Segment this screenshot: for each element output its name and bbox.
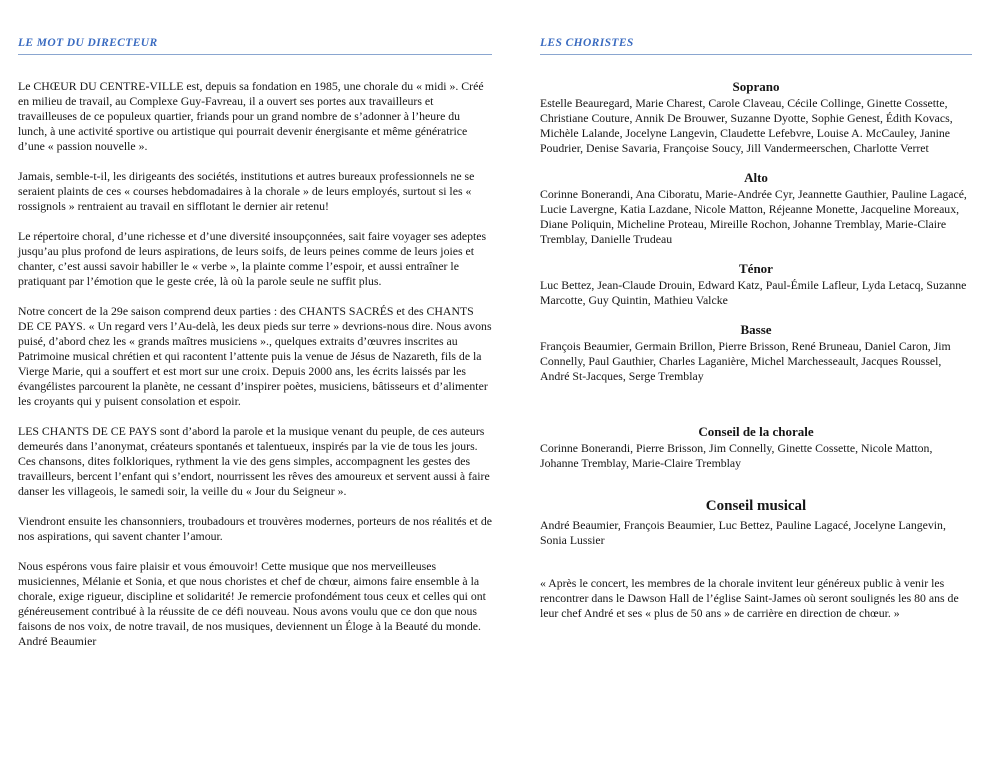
section-names: Luc Bettez, Jean-Claude Drouin, Edward Katz, Paul-Émile Lafleur, Lyda Letacq, Suzanne Marcotte, Guy Quintin, Mathieu Valcke	[540, 278, 967, 307]
section-heading: Ténor	[739, 261, 773, 276]
voice-section-tenor	[540, 261, 972, 308]
section-conseil-chorale	[540, 424, 972, 471]
voice-section-soprano	[540, 79, 972, 156]
section-heading: Basse	[740, 322, 772, 337]
section-heading: Alto	[744, 170, 768, 185]
director-column	[18, 36, 492, 766]
section-heading: Soprano	[732, 79, 780, 94]
director-paragraph: Notre concert de la 29e saison comprend deux parties : des CHANTS SACRÉS et des CHANTS DE CE PAYS. « Un regard vers l’Au-delà, les deux pieds sur terre » devrions-nous dire. Nous avons puisé, d’abord chez les « grands maîtres musiciens »., quelques extraits d’œuvres inscrites au Patrimoine musical chrétien et qui racontent l’attente puis la venue de Jésus de Nazareth, fils de la Vierge Marie, qui a souffert et est mort sur une croix. Depuis 2000 ans, les écrits laissés par les évangélistes parcourent la planète, ne cessant d’inspirer poètes, musiciens, bâtisseurs et d’alimenter les croyants qui y puisent consolation et espoir.	[18, 304, 492, 408]
director-paragraph: Nous espérons vous faire plaisir et vous émouvoir! Cette musique que nos merveilleuses musiciennes, Mélanie et Sonia, et que nous choristes et chef de chœur, aimons faire ensemble à la chorale, exige rigueur, discipline et solidarité! Je remercie profondément tous ceux et celles qui ont généreusement contribué à la réussite de ce défi nouveau. Nous avons voulu que ce don que nous faisons de nos voix, de notre travail, de nos musiques, deviennent un Éloge à la Beauté du monde.	[18, 559, 486, 633]
director-paragraph: Viendront ensuite les chansonniers, troubadours et trouvères modernes, porteurs de nos réalités et de nos aspirations, qui savent chanter l’amour.	[18, 514, 492, 543]
section-names: André Beaumier, François Beaumier, Luc Bettez, Pauline Lagacé, Jocelyne Langevin, Sonia Lussier	[540, 518, 946, 547]
director-paragraph: LES CHANTS DE CE PAYS sont d’abord la parole et la musique venant du peuple, de ces auteurs demeurés dans l’anonymat, créateurs spontanés et talentueux, inspirés par la vie de tous les jours. Ces chansons, dites folkloriques, rythment la vie des gens simples, accompagnent les gestes des travailleurs, bercent l’enfant qui s’endort, nourrissent les rêves des amoureux et servent aussi à faire danser les villageois, le samedi soir, la veille du « Jour du Seigneur ».	[18, 424, 490, 498]
director-column-title: LE MOT DU DIRECTEUR	[18, 36, 492, 55]
director-paragraph: Le répertoire choral, d’une richesse et d’une diversité insoupçonnées, sait faire voyager ses adeptes jusqu’au plus profond de leurs aspirations, de leurs soifs, de leurs peines comme de leurs joies et chanter, c’est aussi savoir habiller le « verbe », la plainte comme l’espoir, et aussi entraîner le pratiquant par l’émotion que le geste crée, là où la parole seule ne suffit plus.	[18, 229, 487, 288]
director-paragraph: Le CHŒUR DU CENTRE-VILLE est, depuis sa fondation en 1985, une chorale du « midi ». Créé en milieu de travail, au Complexe Guy-Favreau, il a ouvert ses portes aux travailleurs et travailleuses de ce populeux quartier, friands pour un grand nombre de s’adonner à l’heure du lunch, à une activité sportive ou artistique qui pourrait devenir énergisante et même génératrice d’une « passion nouvelle ».	[18, 79, 484, 153]
section-names: François Beaumier, Germain Brillon, Pierre Brisson, René Bruneau, Daniel Caron, Jim Connelly, Paul Gauthier, Charles Laganière, Michel Marchesseault, Jacques Roussel, André St-Jacques, Serge Tremblay	[540, 339, 951, 383]
section-heading: Conseil musical	[705, 498, 807, 514]
choristes-column	[540, 36, 972, 766]
director-paragraph: Jamais, semble-t-il, les dirigeants des sociétés, institutions et autres bureaux professionnels ne se seraient plaints de ces « courses hebdomadaires à la chorale » de leurs employés, surtout si les « rossignols » rentraient au travail en sifflotant le dernier air retenu!	[18, 169, 475, 213]
voice-section-basse	[540, 322, 972, 384]
director-signature: André Beaumier	[18, 634, 97, 648]
voice-section-alto	[540, 170, 972, 247]
section-names: Corinne Bonerandi, Ana Ciboratu, Marie-Andrée Cyr, Jeannette Gauthier, Pauline Lagacé, Lucie Lavergne, Katia Lazdane, Nicole Matton, Réjeanne Monette, Jacqueline Moreaux, Diane Poliquin, Micheline Proteau, Mireille Rochon, Johanne Tremblay, Marie-Claire Tremblay, Danielle Trudeau	[540, 187, 967, 246]
section-conseil-musical	[540, 497, 972, 548]
closing-note: « Après le concert, les membres de la chorale invitent leur généreux public à venir les rencontrer dans le Dawson Hall de l’église Saint-James où seront soulignés les 80 ans de leur chef André et ses « plus de 50 ans » de carrière en direction de chœur. »	[540, 576, 959, 620]
choristes-column-title: LES CHORISTES	[540, 36, 972, 55]
section-names: Estelle Beauregard, Marie Charest, Carole Claveau, Cécile Collinge, Ginette Cossette, Christiane Couture, Annik De Brouwer, Suzanne Dyotte, Sophie Genest, Édith Kovacs, Michèle Lalande, Jocelyne Langevin, Claudette Lefebvre, Louise A. McCauley, Janine Poudrier, Denise Savaria, Françoise Soucy, Jill Vandermeerschen, Charlotte Verret	[540, 96, 953, 155]
section-heading: Conseil de la chorale	[698, 424, 814, 439]
section-names: Corinne Bonerandi, Pierre Brisson, Jim Connelly, Ginette Cossette, Nicole Matton, Johanne Tremblay, Marie-Claire Tremblay	[540, 441, 933, 470]
